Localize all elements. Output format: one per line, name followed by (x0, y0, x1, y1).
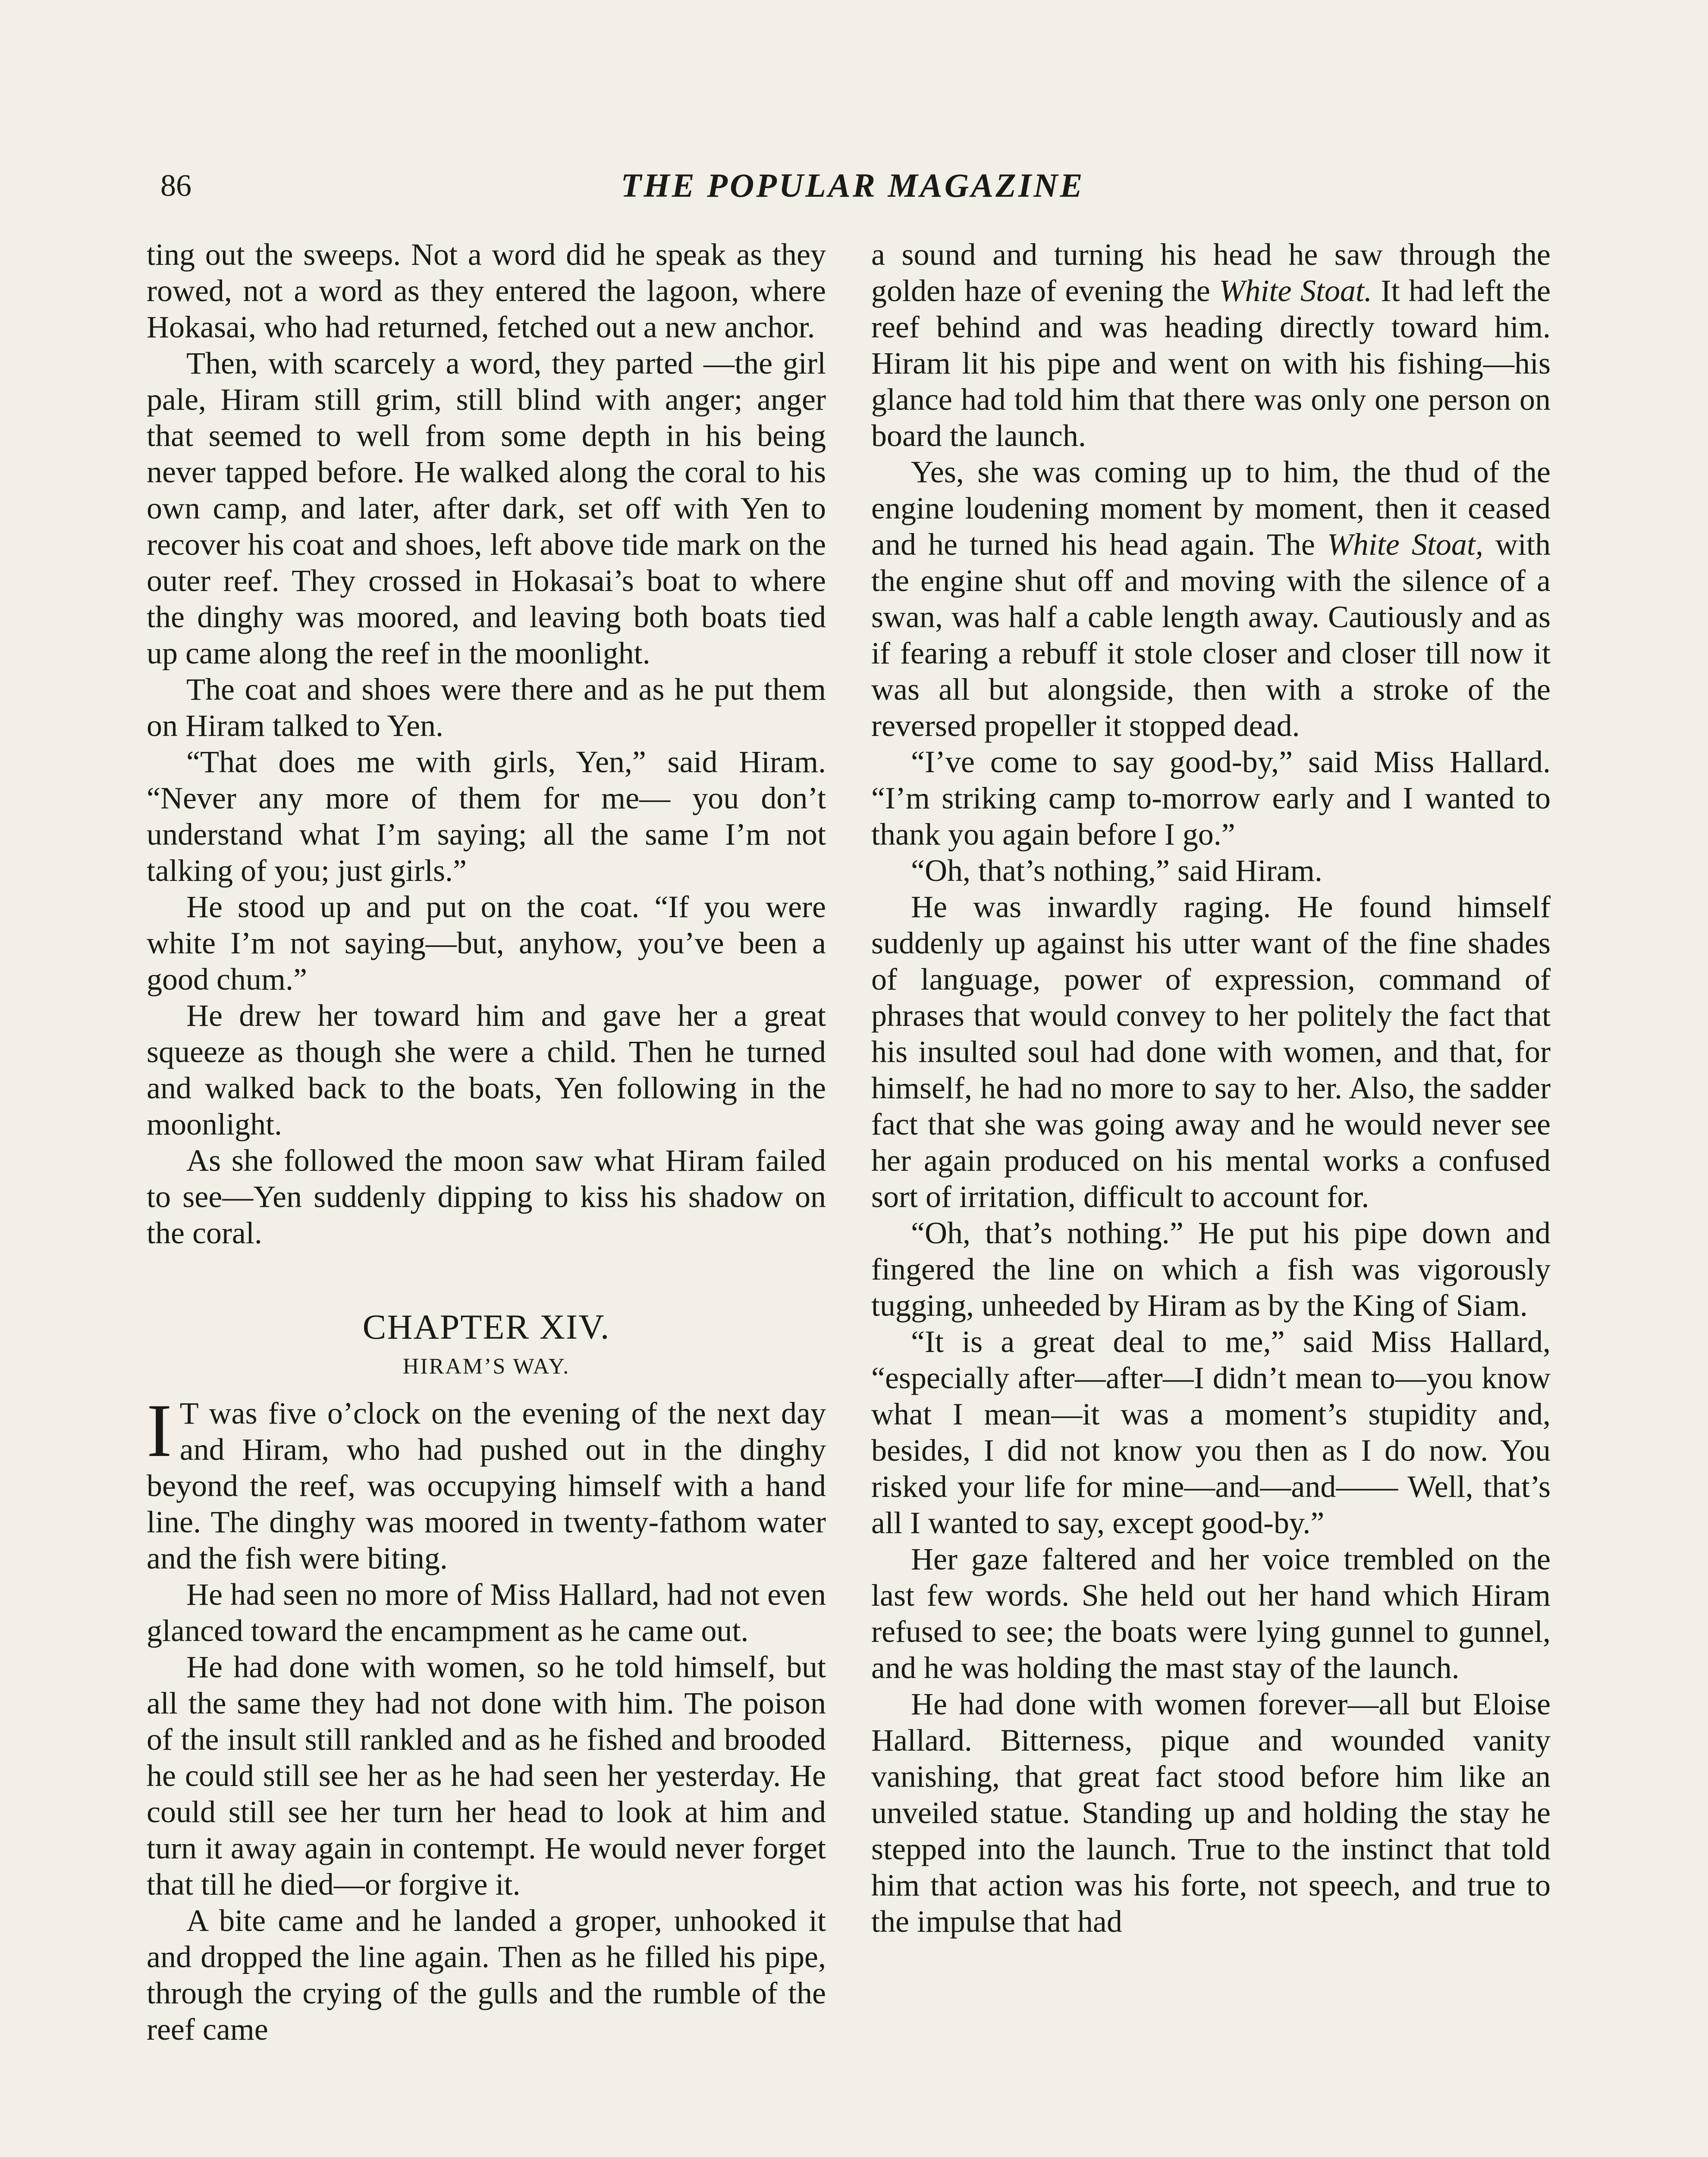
paragraph: He had done with women, so he told himself, but all the same they had not done with him. The poison of the insult still rankled and as he fished and brooded he could still see her as he had seen her yesterday. He could still see her turn her head to look at him and turn it away again in contempt. He would never forget that till he died—or forgive it. (147, 1650, 826, 1902)
paragraph-text: with the engine shut off and moving with the silence of a swan, was half a cable length away. Cautiously and as if fearing a rebuff it stole closer and closer till now it was all but alongside, then with a stroke of the reversed propeller it stopped dead. (871, 527, 1551, 743)
paragraph: “Oh, that’s nothing,” said Hiram. (911, 853, 1322, 888)
paragraph-text: a sound and turning his head he saw through the golden haze of evening the (871, 237, 1551, 308)
paragraph: He drew her toward him and gave her a great squeeze as though she were a child. Then he turned and walked back to the boats, Yen following in the moonlight. (147, 998, 826, 1141)
paragraph-text: Yes, she was coming up to him, the thud of the engine loudening moment by moment, then it ceased and he turned his head again. The (871, 455, 1551, 562)
chapter-subtitle: HIRAM’S WAY. (402, 1354, 570, 1379)
left-column (147, 236, 826, 2047)
paragraph: Her gaze faltered and her voice trembled on the last few words. She held out her hand which Hiram refused to see; the boats were lying gunnel to gunnel, and he was holding the mast stay of the launch. (871, 1542, 1551, 1685)
paragraph (871, 236, 1551, 454)
paragraph: He was inwardly raging. He found himself suddenly up against his utter want of the fine shades of language, power of expression, command of phrases that would convey to her politely the fact that his insulted soul had done with women, and that, for himself, he had no more to say to her. Also, the sadder fact that she was going away and he would never see her again produced on his mental works a confused sort of irritation, difficult to account for. (871, 890, 1551, 1214)
paragraph: “That does me with girls, Yen,” said Hiram. “Never any more of them for me— you don’t understand what I’m saying; all the same I’m not talking of you; just girls.” (147, 745, 826, 888)
paragraph: He had seen no more of Miss Hallard, had not even glanced toward the encampment as he came out. (147, 1577, 826, 1648)
paragraph-text: It had left the reef behind and was heading directly toward him. Hiram lit his pipe and went on with his fishing—his glance had told him that there was only one person on board the launch. (871, 274, 1551, 453)
chapter-opening-text: T was five o’clock on the evening of the next day and Hiram, who had pushed out in the dinghy beyond the reef, was occupying himself with a hand line. The dinghy was moored in twenty-fathom water and the fish were biting. (147, 1396, 826, 1575)
drop-cap: I (147, 1389, 172, 1473)
paragraph: “It is a great deal to me,” said Miss Hallard, “especially after—after—I didn’t mean to—you know what I mean—it was a moment’s stupidity and, besides, I did not know you then as I do now. You risked your life for mine—and—and—— Well, that’s all I wanted to say, except good-by.” (871, 1324, 1551, 1540)
paragraph: “I’ve come to say good-by,” said Miss Hallard. “I’m striking camp to-morrow early and I wanted to thank you again before I go.” (871, 745, 1551, 852)
page-header (160, 162, 1545, 209)
paragraph: Then, with scarcely a word, they parted —the girl pale, Hiram still grim, still blind with anger; anger that seemed to well from some depth in his being never tapped before. He walked along the coral to his own camp, and later, after dark, set off with Yen to recover his coat and shoes, left above tide mark on the outer reef. They crossed in Hokasai’s boat to where the dinghy was moored, and leaving both boats tied up came along the reef in the moonlight. (147, 346, 826, 670)
paragraph (871, 454, 1551, 744)
paragraph: “Oh, that’s nothing.” He put his pipe down and fingered the line on which a fish was vigorously tugging, unheeded by Hiram as by the King of Siam. (871, 1216, 1551, 1323)
page-number: 86 (160, 168, 192, 203)
ship-name: White Stoat. (1219, 274, 1372, 308)
ship-name: White Stoat, (1327, 527, 1483, 562)
paragraph: As she followed the moon saw what Hiram failed to see—Yen suddenly dipping to kiss his shadow on the coral. (147, 1143, 826, 1250)
running-head: THE POPULAR MAGAZINE (621, 167, 1085, 204)
paragraph: He stood up and put on the coat. “If you were white I’m not saying—but, anyhow, you’ve been a good chum.” (147, 890, 826, 997)
chapter-heading: CHAPTER XIV. (362, 1307, 610, 1346)
paragraph: The coat and shoes were there and as he put them on Hiram talked to Yen. (147, 672, 826, 743)
paragraph: A bite came and he landed a groper, unhooked it and dropped the line again. Then as he filled his pipe, through the crying of the gulls and the rumble of the reef came (147, 1903, 826, 2047)
chapter-opening-paragraph (147, 1389, 826, 1576)
paragraph: ting out the sweeps. Not a word did he speak as they rowed, not a word as they entered the lagoon, where Hokasai, who had returned, fetched out a new anchor. (147, 237, 826, 344)
paragraph: He had done with women forever—all but Eloise Hallard. Bitterness, pique and wounded vanity vanishing, that great fact stood before him like an unveiled statue. Standing up and holding the stay he stepped into the launch. True to the instinct that told him that action was his forte, not speech, and true to the impulse that had (871, 1687, 1551, 1939)
right-column (871, 236, 1551, 1940)
